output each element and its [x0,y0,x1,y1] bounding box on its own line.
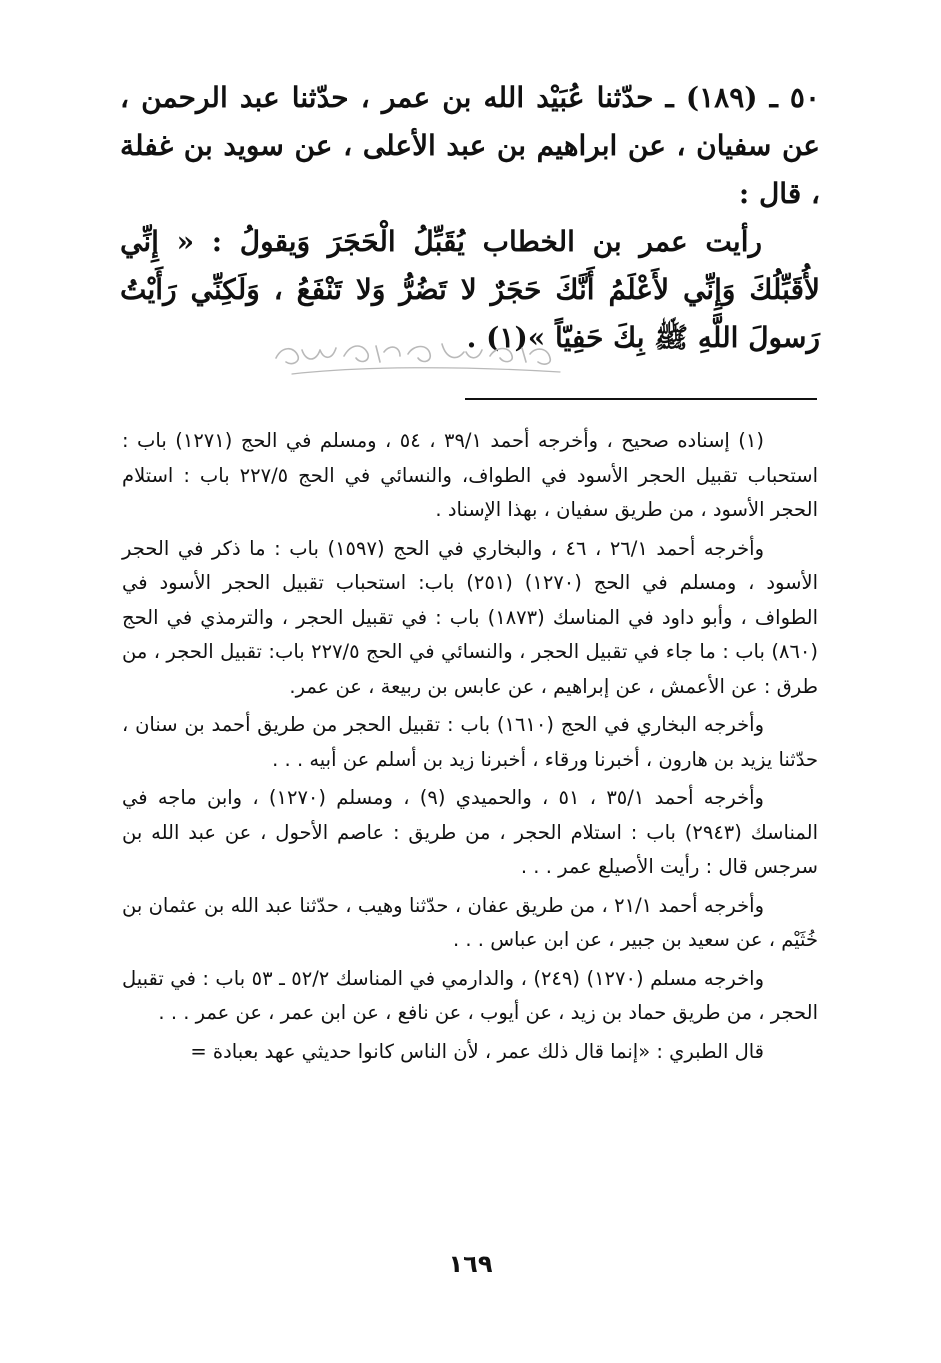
quote-paragraph: رأيت عمر بن الخطاب يُقَبِّلُ الْحَجَرَ وَيقولُ : « إِنِّي لأُقَبِّلُكَ وَإِنِّي لأَعْلَمُ أَنَّكَ حَجَرٌ لا تَضُرُّ وَلا تَنْفَعُ ، وَلَكِنِّي رَأَيْتُ رَسولَ اللَّهِ ﷺ بِكَ حَفِيّاً »(١) . [120,225,820,354]
main-text [120,74,820,362]
hadith-paragraph: ٥٠ ـ (١٨٩) ـ حدّثنا عُبَيْد الله بن عمر ، حدّثنا عبد الرحمن ، عن سفيان ، عن ابراهيم بن عبد الأعلى ، عن سويد بن غفلة ، قال : [120,81,820,210]
handwritten-pencil-note [272,332,567,378]
footnote-paragraph: واخرجه مسلم (١٢٧٠) (٢٤٩) ، والدارمي في المناسك ٥٢/٢ ـ ٥٣ باب : في تقبيل الحجر ، من طريق حماد بن زيد ، عن أيوب ، عن نافع ، عن ابن عمر ، عن عمر . . . [122,966,818,1024]
page-number: ١٦٩ [448,1250,493,1278]
footnote-paragraph: وأخرجه أحمد ٣٥/١ ، ٥١ ، والحميدي (٩) ، ومسلم (١٢٧٠) ، وابن ماجه في المناسك (٢٩٤٣) باب : استلام الحجر ، من طريق : عاصم الأحول ، عن عبد الله بن سرجس قال : رأيت الأصيلع عمر . . . [122,786,818,878]
footnote-paragraph: وأخرجه أحمد ٢٦/١ ، ٤٦ ، والبخاري في الحج (١٥٩٧) باب : ما ذكر في الحجر الأسود ، ومسلم في الحج (١٢٧٠) (٢٥١) باب: استحباب تقبيل الحجر الأسود في الطواف ، وأبو داود في المناسك (١٨٧٣) باب : في تقبيل الحجر ، والترمذي في الحج (٨٦٠) باب : ما جاء في تقبيل الحجر ، والنسائي في الحج ٢٢٧/٥ باب: تقبيل الحجر ، من طرق : عن الأعمش ، عن إبراهيم ، عن عابس بن ربيعة ، عن عمر. [122,536,818,698]
footnote-paragraph: وأخرجه أحمد ٢١/١ ، من طريق عفان ، حدّثنا وهيب ، حدّثنا عبد الله بن عثمان بن خُثَيْم ، عن سعيد بن جبير ، عن ابن عباس . . . [122,893,818,951]
footnote-paragraph: (١) إسناده صحيح ، وأخرجه أحمد ٣٩/١ ، ٥٤ ، ومسلم في الحج (١٢٧١) باب : استحباب تقبيل الحجر الأسود في الطواف، والنسائي في الحج ٢٢٧/٥ باب : استلام الحجر الأسود ، من طريق سفيان ، بهذا الإسناد . [122,429,819,521]
footnote-paragraph: وأخرجه البخاري في الحج (١٦١٠) باب : تقبيل الحجر من طريق أحمد بن سنان ، حدّثنا يزيد بن هارون ، أخبرنا ورقاء ، أخبرنا زيد بن أسلم عن أبيه . . . [122,713,818,771]
footnotes [122,424,818,1073]
footnote-divider [465,398,817,400]
footnote-paragraph: قال الطبري : «إنما قال ذلك عمر ، لأن الناس كانوا حديثي عهد بعبادة = [190,1039,764,1063]
